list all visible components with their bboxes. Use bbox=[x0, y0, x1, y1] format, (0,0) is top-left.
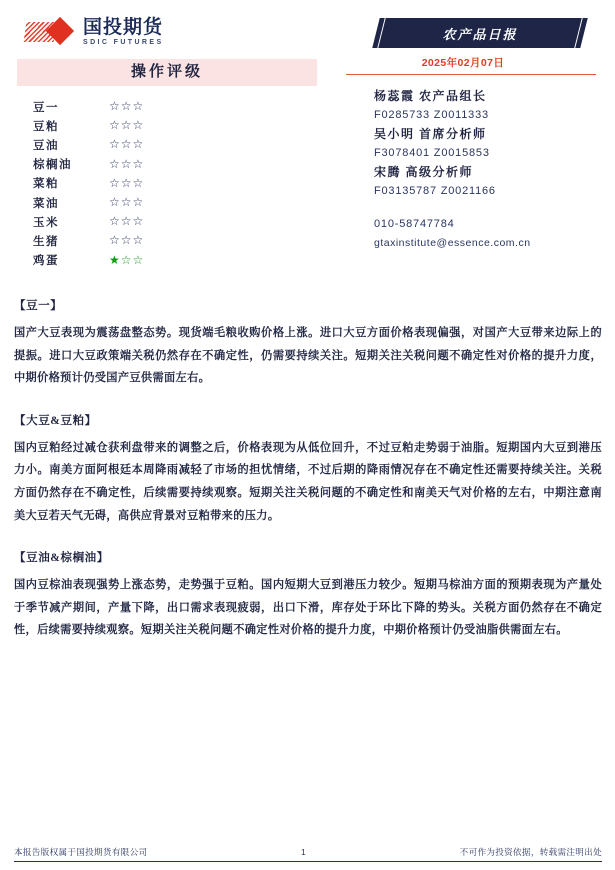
section-title: 【豆一】 bbox=[14, 300, 63, 312]
section-title: 【大豆&豆粕】 bbox=[14, 414, 97, 427]
analyst-list bbox=[330, 87, 600, 201]
report-section bbox=[14, 549, 602, 642]
star-hollow-icon: ☆ bbox=[109, 118, 121, 133]
star-hollow-icon: ☆ bbox=[109, 99, 121, 114]
star-hollow-icon: ☆ bbox=[120, 195, 133, 210]
rating-stars bbox=[109, 212, 144, 231]
star-hollow-icon: ☆ bbox=[120, 214, 133, 229]
header-left-column bbox=[17, 16, 317, 270]
star-hollow-icon: ☆ bbox=[120, 118, 133, 133]
rating-commodity-name: 棕榈油 bbox=[33, 159, 72, 172]
analyst-license-code: F3078401 Z0015853 bbox=[374, 147, 490, 159]
logo-name-en: SDIC FUTURES bbox=[83, 39, 164, 46]
rating-banner-title: 操作评级 bbox=[17, 59, 317, 86]
analyst-name: 杨蕊霞 农产品组长 bbox=[374, 89, 487, 103]
report-section bbox=[14, 412, 602, 527]
rating-rows bbox=[33, 97, 144, 270]
footer-copyright: 本报告版权属于国投期货有限公司 bbox=[14, 847, 148, 857]
report-header bbox=[0, 0, 615, 272]
rating-stars bbox=[109, 155, 144, 174]
section-title: 【豆油&棕榈油】 bbox=[14, 552, 109, 565]
footer-content bbox=[14, 846, 602, 858]
rating-commodity-name: 豆粕 bbox=[33, 120, 59, 133]
star-hollow-icon: ☆ bbox=[109, 195, 121, 210]
star-hollow-icon: ☆ bbox=[120, 233, 133, 248]
star-hollow-icon: ☆ bbox=[132, 233, 145, 248]
star-hollow-icon: ☆ bbox=[132, 156, 145, 171]
star-hollow-icon: ☆ bbox=[132, 195, 145, 210]
star-hollow-icon: ☆ bbox=[132, 252, 145, 267]
star-hollow-icon: ☆ bbox=[132, 118, 145, 133]
table-row bbox=[33, 212, 144, 231]
logo-wordmark bbox=[83, 18, 164, 46]
star-hollow-icon: ☆ bbox=[120, 99, 133, 114]
sdic-logo-icon bbox=[25, 18, 81, 46]
table-row bbox=[33, 97, 144, 116]
rating-stars bbox=[109, 116, 144, 135]
star-hollow-icon: ☆ bbox=[132, 175, 145, 190]
star-hollow-icon: ☆ bbox=[132, 137, 145, 152]
star-filled-icon: ★ bbox=[109, 252, 121, 267]
rating-commodity-name: 生猪 bbox=[33, 235, 59, 248]
star-hollow-icon: ☆ bbox=[109, 137, 121, 152]
star-hollow-icon: ☆ bbox=[109, 156, 121, 171]
contact-phone: 010-58747784 bbox=[374, 218, 455, 230]
star-hollow-icon: ☆ bbox=[132, 99, 145, 114]
rating-stars bbox=[109, 174, 144, 193]
footer-disclaimer: 不可作为投资依据，转载需注明出处 bbox=[459, 847, 602, 857]
logo-name-cn: 国投期货 bbox=[83, 17, 164, 38]
section-body-text: 国产大豆表现为震荡盘整态势。现货端毛粮收购价格上涨。进口大豆方面价格表现偏强，对国产大豆带来边际上的提振。进口大豆政策端关税仍然存在不确定性，仍需要持续关注。短期关注关税问题不确定性对价格的提升力度，中期价格预计仍受国产豆供需面左右。 bbox=[14, 327, 602, 385]
star-hollow-icon: ☆ bbox=[120, 156, 133, 171]
rating-commodity-name: 豆一 bbox=[33, 101, 59, 114]
star-hollow-icon: ☆ bbox=[120, 175, 133, 190]
rating-commodity-name: 鸡蛋 bbox=[33, 255, 59, 268]
star-hollow-icon: ☆ bbox=[109, 175, 121, 190]
star-hollow-icon: ☆ bbox=[109, 214, 121, 229]
section-body-text: 国内豆粕经过减仓获利盘带来的调整之后，价格表现为从低位回升，不过豆粕走势弱于油脂。短期国内大豆到港压力小。南美方面阿根廷本周降雨减轻了市场的担忧情绪，不过后期的降雨情况存在不确定性还需要持续关注。关税方面仍然存在不确定性，后续需要持续观察。短期关注关税问题的不确定性和南美天气对价格的左右，中期注意南美大豆若天气无碍，高供应背景对豆粕带来的压力。 bbox=[14, 441, 602, 522]
table-row bbox=[33, 174, 144, 193]
table-row bbox=[33, 193, 144, 212]
section-body-text: 国内豆棕油表现强势上涨态势，走势强于豆粕。国内短期大豆到港压力较少。短期马棕油方面的预期表现为产量处于季节减产期间，产量下降，出口需求表现疲弱，出口下滑，库存处于环比下降的势头。关税方面仍然存在不确定性，后续需要持续观察。短期关注关税问题不确定性对价格的提升力度，中期价格预计仍受油脂供需面左右。 bbox=[14, 579, 602, 637]
rating-commodity-name: 玉米 bbox=[33, 216, 59, 229]
report-title-banner bbox=[382, 18, 578, 48]
star-hollow-icon: ☆ bbox=[120, 252, 133, 267]
star-hollow-icon: ☆ bbox=[109, 233, 121, 248]
operation-rating-table bbox=[33, 97, 144, 270]
analyst-license-code: F0285733 Z0011333 bbox=[374, 109, 489, 121]
rating-commodity-name: 菜粕 bbox=[33, 178, 59, 191]
table-row bbox=[33, 251, 144, 270]
rating-stars bbox=[109, 135, 144, 154]
footer-divider bbox=[14, 861, 602, 862]
header-right-column bbox=[330, 18, 600, 253]
analyst-name: 吴小明 首席分析师 bbox=[374, 127, 487, 141]
star-hollow-icon: ☆ bbox=[132, 214, 145, 229]
rating-stars bbox=[109, 97, 144, 116]
analyst-license-code: F03135787 Z0021166 bbox=[374, 185, 496, 197]
date-underline bbox=[346, 74, 596, 75]
analyst-name: 宋腾 高级分析师 bbox=[374, 165, 474, 179]
footer-page-number: 1 bbox=[301, 847, 307, 857]
company-logo bbox=[25, 16, 317, 48]
page-footer bbox=[0, 832, 615, 870]
report-date: 2025年02月07日 bbox=[421, 57, 505, 69]
contact-block bbox=[330, 215, 600, 253]
table-row bbox=[33, 116, 144, 135]
table-row bbox=[33, 231, 144, 250]
table-row bbox=[33, 135, 144, 154]
contact-email: gtaxinstitute@essence.com.cn bbox=[374, 237, 531, 249]
table-row bbox=[33, 155, 144, 174]
rating-commodity-name: 菜油 bbox=[33, 197, 59, 210]
rating-stars bbox=[109, 231, 144, 250]
rating-commodity-name: 豆油 bbox=[33, 139, 59, 152]
report-title: 农产品日报 bbox=[442, 26, 518, 42]
star-hollow-icon: ☆ bbox=[120, 137, 133, 152]
report-body bbox=[14, 297, 602, 664]
rating-stars bbox=[109, 193, 144, 212]
report-section bbox=[14, 297, 602, 390]
rating-stars bbox=[109, 251, 144, 270]
